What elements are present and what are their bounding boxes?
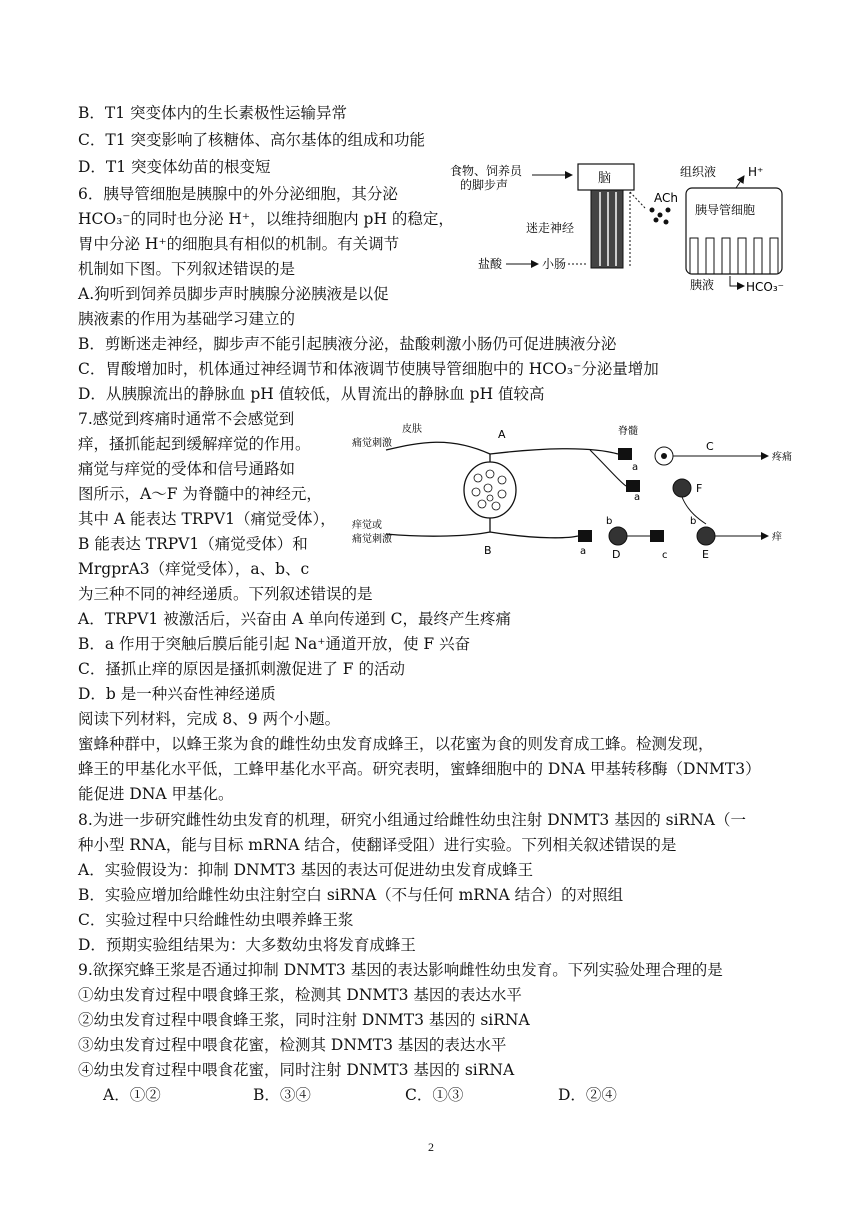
skin-label: 皮肤 (402, 424, 422, 435)
text-line: 阅读下列材料，完成 8、9 两个小题。 (78, 710, 341, 728)
pain-output-label: 疼痛 (772, 452, 792, 463)
text-line: D．预期实验组结果为：大多数幼虫将发育成蜂王 (78, 936, 416, 954)
neuron-b-label: B (484, 544, 492, 557)
synapse-a2 (626, 480, 640, 492)
transmitter-a-label: a (632, 462, 639, 473)
text-line: 痒，搔抓能起到缓解痒觉的作用。 (78, 435, 311, 453)
option-d: D．②④ (558, 1086, 617, 1104)
text-line: D．从胰腺流出的静脉血 pH 值较低，从胃流出的静脉血 pH 值较高 (78, 385, 545, 403)
text-line: B．剪断迷走神经，脚步声不能引起胰液分泌，盐酸刺激小肠仍可促进胰液分泌 (78, 335, 617, 353)
neuron-a-label: A (498, 428, 506, 441)
text-line: 痛觉与痒觉的受体和信号通路如 (78, 460, 296, 478)
neuron-b-axon (386, 532, 578, 538)
pancreas-regulation-figure (440, 158, 800, 298)
pancreatic-juice-label: 胰液 (690, 278, 715, 292)
page-number: 2 (428, 1140, 434, 1154)
text-line: C．胃酸增加时，机体通过神经调节和体液调节使胰导管细胞中的 HCO₃⁻分泌量增加 (78, 360, 659, 378)
synapse-a (618, 448, 632, 460)
tissue-fluid-label: 组织液 (680, 165, 717, 179)
text-line: 为三种不同的神经递质。下列叙述错误的是 (78, 585, 373, 603)
brain-label: 脑 (598, 171, 612, 186)
text-line: A．实验假设为：抑制 DNMT3 基因的表达可促进幼虫发育成蜂王 (78, 861, 534, 879)
text-line: C．实验过程中只给雌性幼虫喂养蜂王浆 (78, 911, 354, 929)
text-line: 9.欲探究蜂王浆是否通过抑制 DNMT3 基因的表达影响雌性幼虫发育。下列实验处理合理的是 (78, 961, 723, 979)
text-line: B 能表达 TRPV1（痛觉受体）和 (78, 535, 308, 553)
text-line: 6．胰导管细胞是胰腺中的外分泌细胞，其分泌 (78, 185, 398, 203)
itch-output-label: 痒 (772, 532, 782, 543)
text-line: 能促进 DNA 甲基化。 (78, 785, 234, 803)
text-line: 其中 A 能表达 TRPV1（痛觉受体）， (78, 510, 336, 528)
text-line: A.狗听到饲养员脚步声时胰腺分泌胰液是以促 (78, 285, 389, 303)
stimulus-label: 食物、饲养员 (450, 164, 523, 178)
transmitter-c-label: c (662, 550, 668, 561)
text-line: ④幼虫发育过程中喂食花蜜，同时注射 DNMT3 基因的 siRNA (78, 1061, 515, 1079)
text-line: C．搔抓止痒的原因是搔抓刺激促进了 F 的活动 (78, 660, 405, 678)
text-line: 7.感觉到疼痛时通常不会感觉到 (78, 410, 295, 428)
neuron-c-label: C (706, 440, 714, 453)
text-line: 种小型 RNA，能与目标 mRNA 结合，使翻译受阻）进行实验。下列相关叙述错误的是 (78, 836, 677, 854)
hco3-label: HCO₃⁻ (746, 280, 784, 294)
transmitter-a-label: a (580, 546, 587, 557)
pain-stimulus-label: 痛觉刺激 (352, 438, 392, 449)
text-line: 蜜蜂种群中，以蜂王浆为食的雌性幼虫发育成蜂王，以花蜜为食的则发育成工蜂。检测发现， (78, 735, 714, 753)
text-line: ③幼虫发育过程中喂食花蜜，检测其 DNMT3 基因的表达水平 (78, 1036, 507, 1054)
text-line: B．a 作用于突触后膜后能引起 Na⁺通道开放，使 F 兴奋 (78, 635, 471, 653)
text-line: B．T1 突变体内的生长素极性运输异常 (78, 104, 348, 122)
neuron-f-label: F (696, 482, 703, 495)
vagus-label: 迷走神经 (526, 221, 575, 235)
neuron-e-label: E (702, 548, 709, 561)
itch-stimulus-label: 痛觉刺激 (352, 534, 392, 545)
synapse-c (650, 530, 664, 542)
transmitter-a-label: a (634, 492, 641, 503)
text-line: A．TRPV1 被激活后，兴奋由 A 单向传递到 C，最终产生疼痛 (78, 610, 511, 628)
answer-options (103, 1085, 617, 1105)
text-line: 胃中分泌 H⁺的细胞具有相似的机制。有关调节 (78, 235, 400, 253)
pancreatic-duct-cell (686, 188, 782, 274)
transmitter-b-label: b (606, 516, 613, 527)
text-line: 图所示，A～F 为脊髓中的神经元， (78, 485, 322, 503)
transmitter-b-label: b (690, 516, 697, 527)
option-b: B．③④ (253, 1086, 311, 1104)
itch-stimulus-label: 痒觉或 (352, 520, 382, 531)
neuron-e (697, 527, 715, 545)
neuron-d (609, 527, 627, 545)
spinal-cord-label: 脊髓 (618, 426, 638, 437)
text-line: D．b 是一种兴奋性神经递质 (78, 685, 276, 703)
neuron-f (673, 479, 691, 497)
text-line: 机制如下图。下列叙述错误的是 (78, 260, 296, 278)
text-line: 胰液素的作用为基础学习建立的 (78, 310, 296, 328)
neuron-a-axon (386, 442, 618, 454)
text-line: HCO₃⁻的同时也分泌 H⁺，以维持细胞内 pH 的稳定， (78, 210, 454, 228)
text-line: C．T1 突变影响了核糖体、高尔基体的组成和功能 (78, 131, 425, 149)
synapse-a3 (578, 530, 592, 542)
ach-molecules (650, 208, 671, 225)
acid-label: 盐酸 (478, 257, 503, 271)
text-line: 8.为进一步研究雌性幼虫发育的机理，研究小组通过给雌性幼虫注射 DNMT3 基因的 siRNA（一 (78, 811, 746, 829)
cell-label: 胰导管细胞 (695, 203, 756, 217)
option-a: A．①② (103, 1086, 161, 1104)
intestine-label: 小肠 (542, 257, 567, 271)
text-line: ②幼虫发育过程中喂食蜂王浆，同时注射 DNMT3 基因的 siRNA (78, 1011, 530, 1029)
pain-itch-figure (350, 420, 800, 570)
text-line: B．实验应增加给雌性幼虫注射空白 siRNA（不与任何 mRNA 结合）的对照组 (78, 886, 624, 904)
h-plus-label: H⁺ (748, 165, 764, 179)
text-line: ①幼虫发育过程中喂食蜂王浆，检测其 DNMT3 基因的表达水平 (78, 986, 522, 1004)
neuron-d-label: D (612, 548, 621, 561)
ach-label: ACh (654, 191, 678, 205)
text-line: 蜂王的甲基化水平低，工蜂甲基化水平高。研究表明，蜜蜂细胞中的 DNA 甲基转移酶（DNMT3） (78, 760, 761, 778)
text-line: MrgprA3（痒觉受体），a、b、c (78, 560, 310, 578)
option-c: C．①③ (405, 1086, 464, 1104)
stimulus-label: 的脚步声 (460, 178, 509, 192)
text-line: D．T1 突变体幼苗的根变短 (78, 158, 271, 176)
